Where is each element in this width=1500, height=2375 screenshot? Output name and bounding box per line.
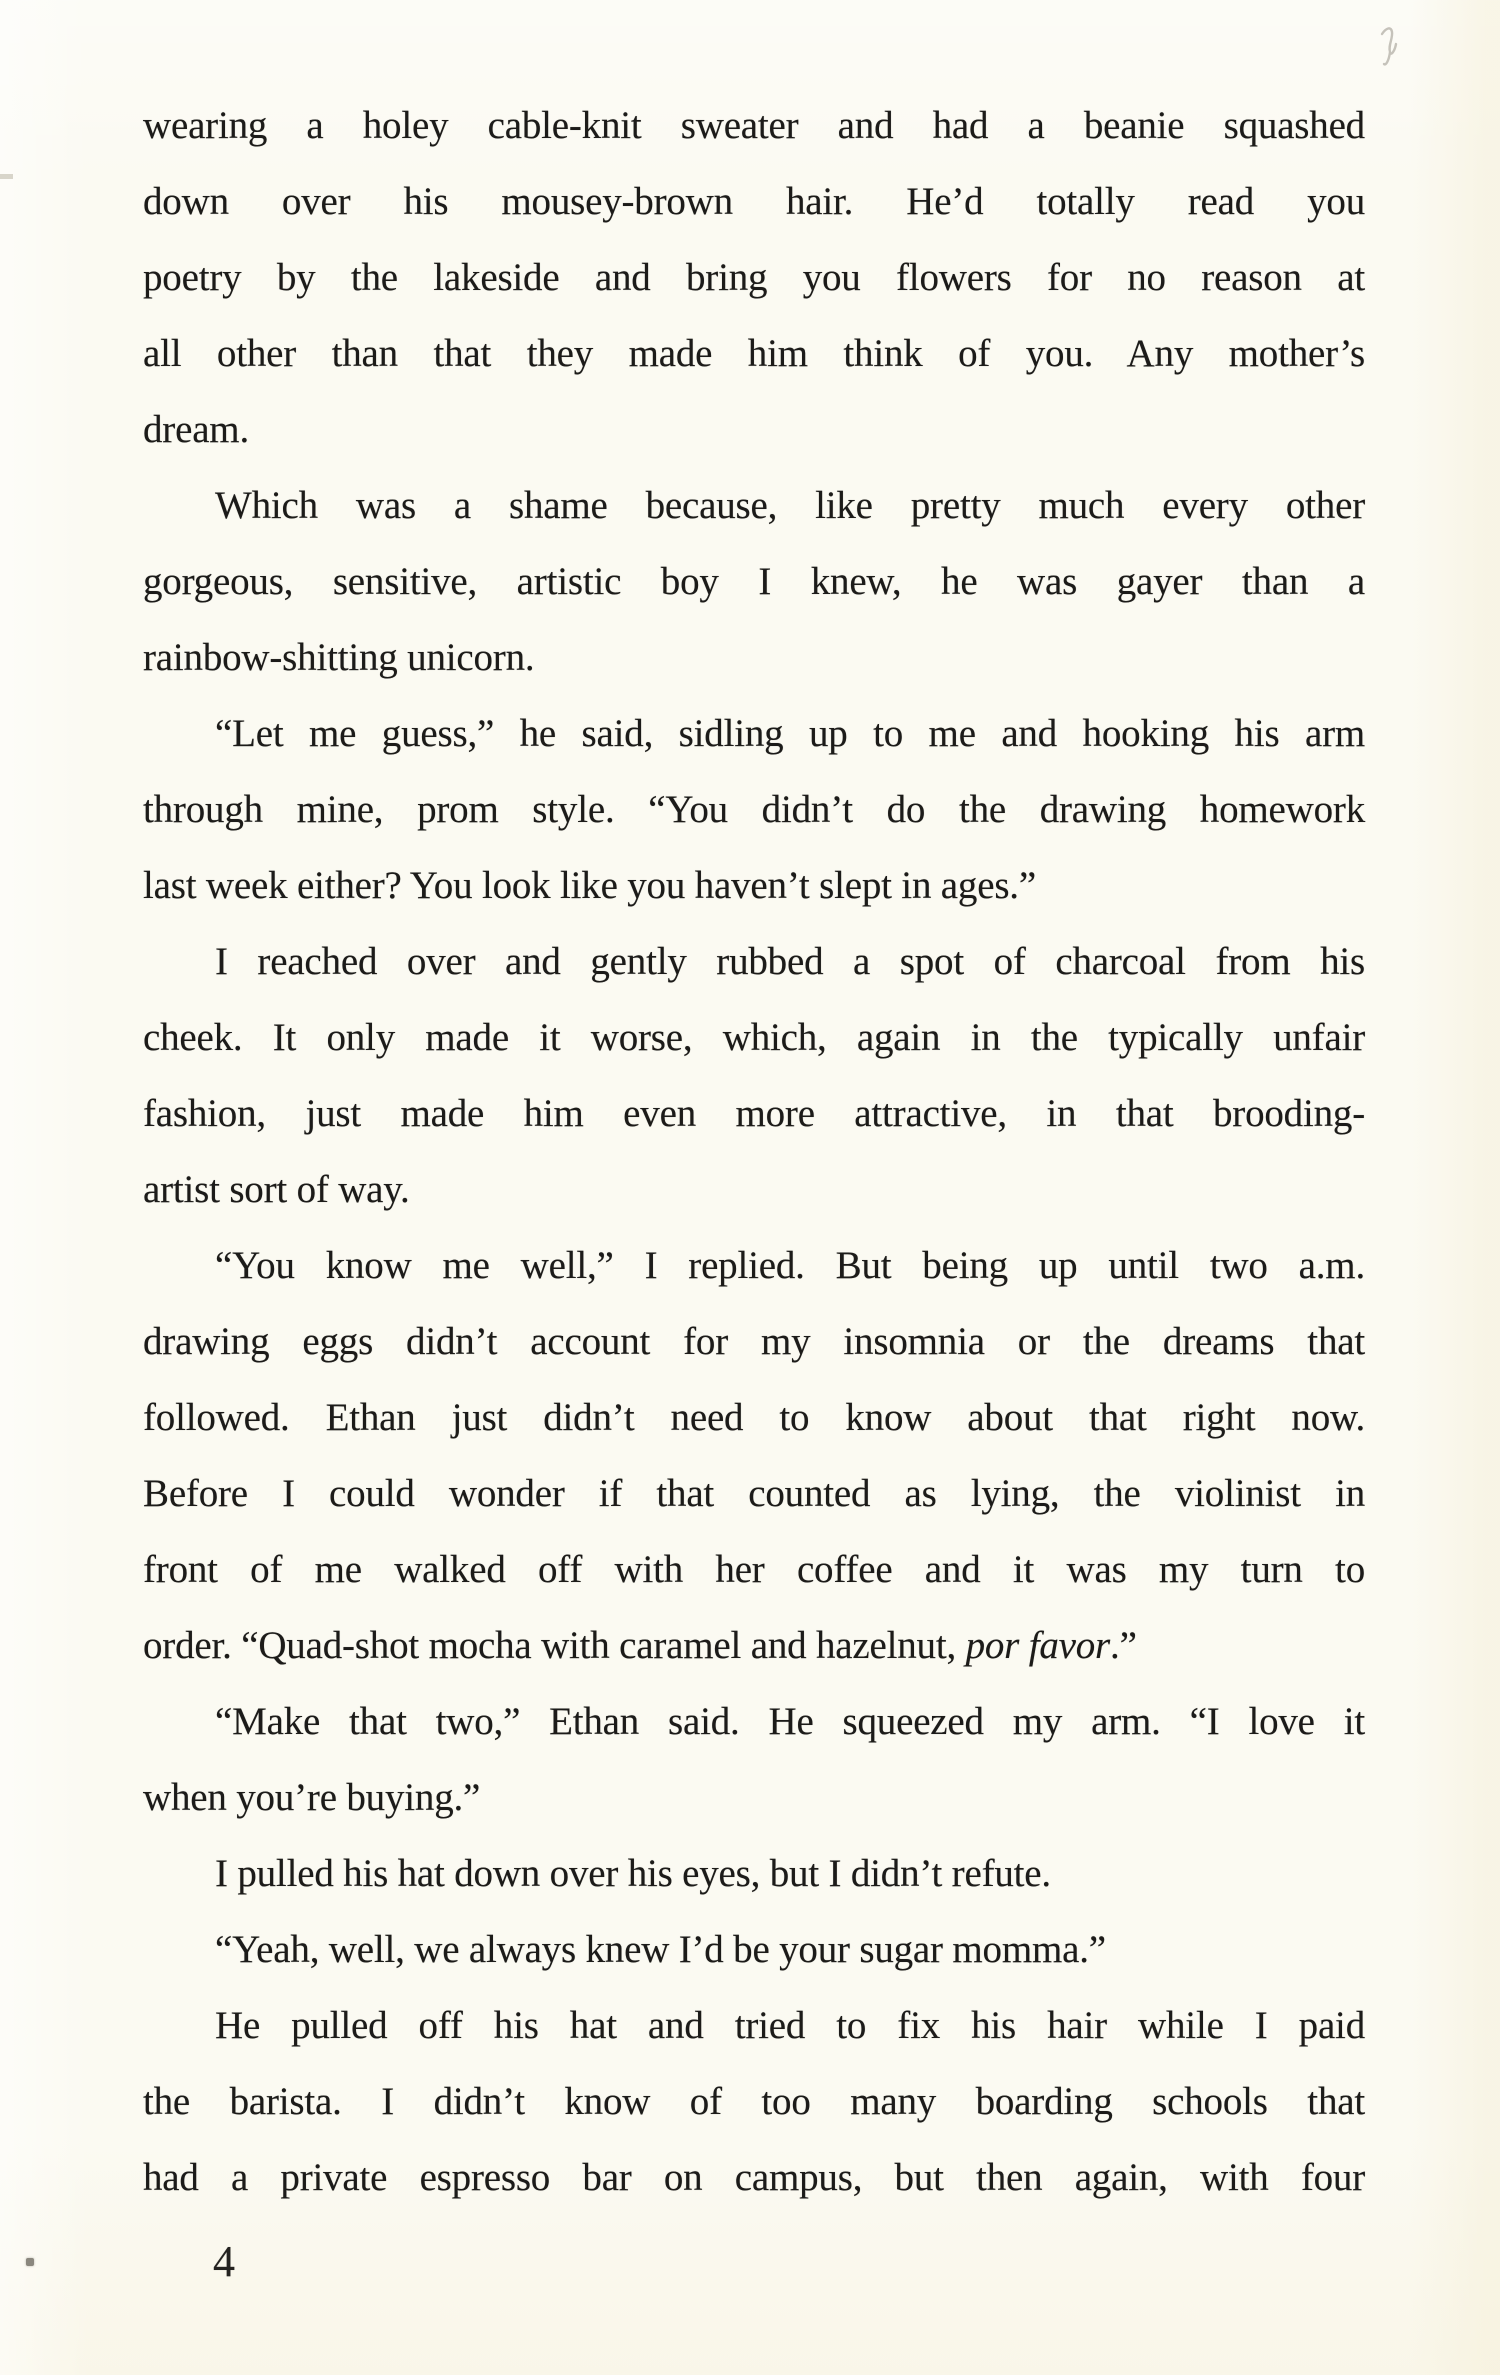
text-segment: rainbow-shitting unicorn.: [143, 636, 535, 679]
text-segment: I reached over and gently rubbed a spot of charcoal from his: [215, 940, 1365, 983]
text-segment: Which was a shame because, like pretty much every other: [215, 484, 1365, 527]
text-line: [143, 1532, 1365, 1608]
text-segment: I pulled his hat down over his eyes, but I didn’t refute.: [215, 1852, 1051, 1895]
text-line: [143, 316, 1365, 392]
text-segment: cheek. It only made it worse, which, again in the typically unfair: [143, 1016, 1365, 1059]
text-segment: down over his mousey-brown hair. He’d totally read you: [143, 180, 1365, 223]
text-line: [143, 1228, 1365, 1304]
text-line: [143, 848, 1365, 924]
page-number: 4: [213, 2237, 235, 2286]
text-line: [143, 164, 1365, 240]
text-line: [143, 1760, 1365, 1836]
text-segment: had a private espresso bar on campus, but then again, with four: [143, 2156, 1365, 2199]
text-segment: all other than that they made him think of you. Any mother’s: [143, 332, 1365, 375]
text-segment: “You know me well,” I replied. But being up until two a.m.: [215, 1244, 1365, 1287]
text-segment: when you’re buying.”: [143, 1776, 481, 1819]
text-segment: .”: [1110, 1624, 1137, 1667]
text-segment: dream.: [143, 408, 249, 451]
text-line: [143, 1380, 1365, 1456]
scan-speck: [26, 2258, 34, 2266]
text-line: [143, 1456, 1365, 1532]
text-segment: “Yeah, well, we always knew I’d be your sugar momma.”: [215, 1928, 1106, 1971]
text-segment: last week either? You look like you haven’t slept in ages.”: [143, 864, 1036, 907]
pencil-squiggle-icon: [1376, 20, 1402, 70]
text-line: [143, 1304, 1365, 1380]
text-line: [143, 1000, 1365, 1076]
text-segment: drawing eggs didn’t account for my insomnia or the dreams that: [143, 1320, 1365, 1363]
italic-text: por favor: [965, 1624, 1111, 1667]
text-line: [143, 772, 1365, 848]
text-line: [143, 1684, 1365, 1760]
text-segment: “Let me guess,” he said, sidling up to me and hooking his arm: [215, 712, 1365, 755]
text-segment: He pulled off his hat and tried to fix his hair while I paid: [215, 2004, 1365, 2047]
text-line: [143, 696, 1365, 772]
text-segment: gorgeous, sensitive, artistic boy I knew, he was gayer than a: [143, 560, 1365, 603]
text-segment: poetry by the lakeside and bring you flowers for no reason at: [143, 256, 1365, 299]
text-segment: “Make that two,” Ethan said. He squeezed my arm. “I love it: [215, 1700, 1365, 1743]
text-segment: order. “Quad-shot mocha with caramel and hazelnut,: [143, 1624, 966, 1667]
page-text: [143, 88, 1365, 2216]
text-line: [143, 392, 1365, 468]
text-segment: artist sort of way.: [143, 1168, 410, 1211]
text-line: [143, 544, 1365, 620]
text-line: [143, 1836, 1365, 1912]
text-line: [143, 1988, 1365, 2064]
text-line: [143, 2064, 1365, 2140]
text-line: [143, 240, 1365, 316]
text-line: [143, 1076, 1365, 1152]
text-segment: the barista. I didn’t know of too many boarding schools that: [143, 2080, 1365, 2123]
text-segment: followed. Ethan just didn’t need to know about that right now.: [143, 1396, 1365, 1439]
text-line: [143, 1912, 1365, 1988]
text-line: [143, 620, 1365, 696]
scan-dash: [0, 174, 13, 179]
text-line: [143, 924, 1365, 1000]
text-line: [143, 468, 1365, 544]
text-segment: front of me walked off with her coffee and it was my turn to: [143, 1548, 1365, 1591]
text-segment: Before I could wonder if that counted as lying, the violinist in: [143, 1472, 1365, 1515]
text-line: [143, 2140, 1365, 2216]
text-line: [143, 1608, 1365, 1684]
text-segment: through mine, prom style. “You didn’t do the drawing homework: [143, 788, 1365, 831]
text-segment: fashion, just made him even more attractive, in that brooding-: [143, 1092, 1365, 1135]
text-line: [143, 88, 1365, 164]
text-segment: wearing a holey cable-knit sweater and had a beanie squashed: [143, 104, 1365, 147]
text-line: [143, 1152, 1365, 1228]
